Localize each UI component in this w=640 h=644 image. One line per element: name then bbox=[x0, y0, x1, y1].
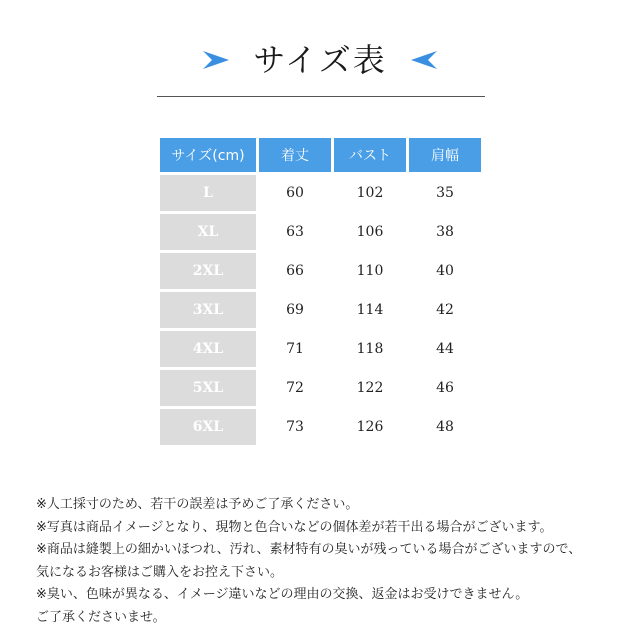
shoulder-cell: 38 bbox=[436, 224, 454, 240]
note-line: ※写真は商品イメージとなり、現物と色合いなどの個体差が若干出る場合がございます。 bbox=[36, 519, 553, 535]
bust-cell: 102 bbox=[356, 185, 384, 201]
length-cell: 72 bbox=[286, 380, 304, 396]
table-header-row bbox=[160, 138, 481, 172]
table-row bbox=[160, 214, 481, 250]
note-line: ※臭い、色味が異なる、イメージ違いなどの理由の交換、返金はお受けできません。 bbox=[36, 587, 529, 603]
table-row bbox=[160, 292, 481, 328]
page-header bbox=[0, 36, 640, 84]
size-cell: 4XL bbox=[160, 331, 256, 367]
size-chart-table bbox=[157, 135, 484, 448]
notes-section bbox=[36, 494, 616, 630]
bust-cell: 110 bbox=[356, 263, 384, 279]
size-cell: XL bbox=[160, 214, 256, 250]
column-header-shoulder: 肩幅 bbox=[409, 138, 481, 172]
shoulder-cell: 35 bbox=[436, 185, 454, 201]
note-line: ※商品は縫製上の細かいほつれ、汚れ、素材特有の臭いが残っている場合がございますので、 bbox=[36, 542, 582, 558]
length-cell: 69 bbox=[286, 302, 304, 318]
column-header-size: サイズ(cm) bbox=[160, 138, 256, 172]
title-divider bbox=[157, 96, 485, 97]
length-cell: 66 bbox=[286, 263, 304, 279]
column-header-bust: バスト bbox=[334, 138, 406, 172]
size-cell: 3XL bbox=[160, 292, 256, 328]
shoulder-cell: 40 bbox=[436, 263, 454, 279]
table-row bbox=[160, 175, 481, 211]
bust-cell: 122 bbox=[356, 380, 384, 396]
table-row bbox=[160, 331, 481, 367]
shoulder-cell: 42 bbox=[436, 302, 454, 318]
size-cell: 6XL bbox=[160, 409, 256, 445]
bust-cell: 118 bbox=[356, 341, 384, 357]
column-header-length: 着丈 bbox=[259, 138, 331, 172]
length-cell: 71 bbox=[286, 341, 304, 357]
size-cell: 5XL bbox=[160, 370, 256, 406]
note-line: 気になるお客様はご購入をお控え下さい。 bbox=[36, 564, 284, 580]
size-cell: 2XL bbox=[160, 253, 256, 289]
length-cell: 63 bbox=[286, 224, 304, 240]
page-title: サイズ表 bbox=[253, 41, 387, 79]
bust-cell: 106 bbox=[356, 224, 384, 240]
table-row bbox=[160, 370, 481, 406]
length-cell: 73 bbox=[286, 419, 304, 435]
size-cell: L bbox=[160, 175, 256, 211]
shoulder-cell: 44 bbox=[436, 341, 454, 357]
length-cell: 60 bbox=[286, 185, 304, 201]
table-row bbox=[160, 253, 481, 289]
shoulder-cell: 46 bbox=[436, 380, 454, 396]
shoulder-cell: 48 bbox=[436, 419, 454, 435]
chevron-left-icon bbox=[409, 48, 441, 72]
table-row bbox=[160, 409, 481, 445]
note-line: ※人工採寸のため、若干の誤差は予めご了承ください。 bbox=[36, 497, 359, 512]
bust-cell: 114 bbox=[356, 302, 384, 318]
note-line: ご了承くださいませ。 bbox=[36, 609, 166, 625]
bust-cell: 126 bbox=[356, 419, 384, 435]
chevron-right-icon bbox=[199, 48, 231, 72]
